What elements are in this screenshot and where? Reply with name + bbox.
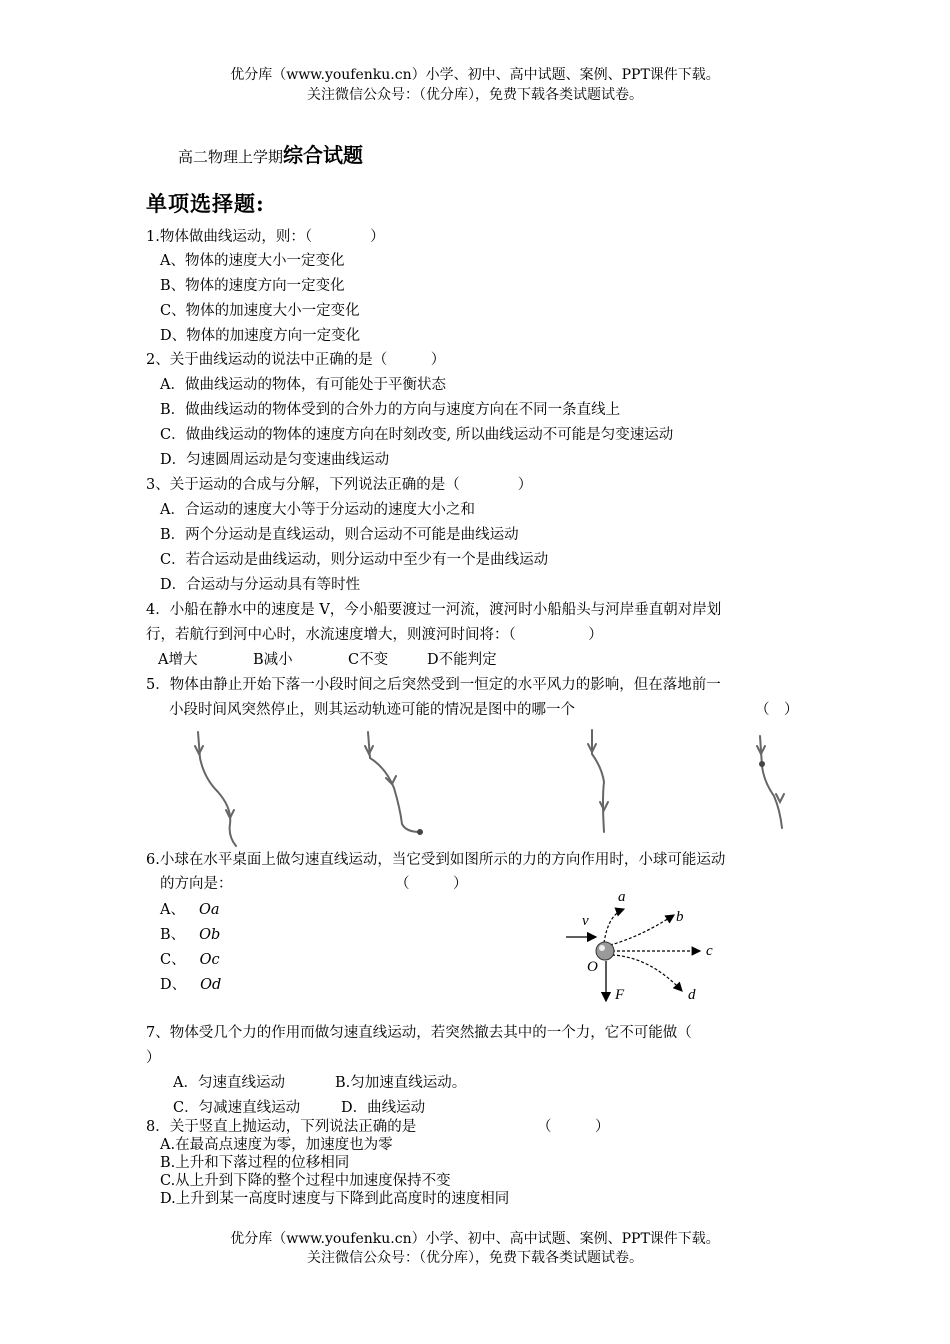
trajectory-figure-a	[195, 732, 236, 846]
q6-stem-line-1: 6.小球在水平桌面上做匀速直线运动，当它受到如图所示的力的方向作用时，小球可能运动	[146, 852, 726, 868]
q8-option-b: B.上升和下落过程的位移相同	[160, 1155, 350, 1171]
q8-option-c: C.从上升到下降的整个过程中加速度保持不变	[160, 1173, 451, 1189]
label-o: O	[587, 959, 598, 975]
q6-force-diagram	[560, 885, 730, 1010]
q2-option-a: A．做曲线运动的物体，有可能处于平衡状态	[160, 377, 446, 393]
path-od	[612, 955, 682, 991]
footer-line-1: 优分库（www.youfenku.cn）小学、初中、高中试题、案例、PPT课件下载。	[230, 1231, 720, 1247]
q7-option-c: C．匀减速直线运动	[173, 1100, 301, 1116]
q8-answer-paren: （ ）	[537, 1119, 610, 1135]
q6-option-c-label: C、	[160, 952, 186, 968]
title-prefix: 高二物理上学期	[178, 148, 284, 166]
q2-option-d: D．匀速圆周运动是匀变速曲线运动	[160, 452, 390, 468]
q1-option-c: C、物体的加速度大小一定变化	[160, 303, 360, 319]
q6-option-a-label: A、	[160, 902, 185, 918]
label-b: b	[676, 909, 684, 925]
q7-option-d: D．曲线运动	[341, 1100, 426, 1116]
header-line-2: 关注微信公众号：（优分库），免费下载各类试题试卷。	[307, 87, 643, 103]
q5-answer-paren: （ ）	[755, 702, 799, 718]
trajectory-d-arrow-2	[776, 794, 784, 802]
footer-line-2: 关注微信公众号：（优分库），免费下载各类试题试卷。	[307, 1250, 643, 1266]
q6-option-d-value: Od	[200, 977, 222, 993]
q4-option-d: D不能判定	[427, 652, 497, 668]
ball	[596, 942, 614, 960]
path-ob	[610, 915, 674, 945]
label-c: c	[706, 943, 713, 959]
q7-stem-line-1: 7、物体受几个力的作用而做匀速直线运动，若突然撤去其中的一个力，它不可能做（	[146, 1025, 692, 1041]
q6-answer-paren: （ ）	[395, 876, 468, 892]
q6-stem-line-2: 的方向是：	[160, 876, 233, 892]
q6-option-c-value: Oc	[199, 952, 220, 968]
q3-option-b: B．两个分运动是直线运动，则合运动不可能是曲线运动	[160, 527, 519, 543]
q6-option-b-label: B、	[160, 927, 186, 943]
section-heading: 单项选择题:	[146, 191, 265, 216]
q6-option-b-value: Ob	[199, 927, 221, 943]
q6-option-b	[160, 925, 220, 945]
q6-option-a	[160, 900, 220, 920]
q7-option-b: B.匀加速直线运动。	[335, 1075, 467, 1091]
label-a: a	[618, 889, 626, 905]
q1-stem: 1.物体做曲线运动，则：（ ）	[146, 229, 385, 245]
q3-option-a: A．合运动的速度大小等于分运动的速度大小之和	[160, 502, 475, 518]
q4-option-a: A增大	[158, 652, 198, 668]
q2-stem: 2、关于曲线运动的说法中正确的是（ ）	[146, 352, 446, 368]
q4-stem-line-1: 4．小船在静水中的速度是 V，今小船要渡过一河流，渡河时小船船头与河岸垂直朝对岸划	[146, 602, 722, 618]
trajectory-d-knot	[759, 761, 765, 767]
trajectory-figure-d	[757, 736, 784, 828]
q5-trajectory-figures	[190, 728, 790, 850]
q1-option-d: D、物体的加速度方向一定变化	[160, 328, 361, 344]
ball-highlight	[599, 945, 605, 951]
q8-stem: 8．关于竖直上抛运动，下列说法正确的是	[146, 1119, 417, 1135]
q6-option-c	[160, 950, 220, 970]
trajectory-c-path	[592, 730, 604, 832]
q8-option-a: A.在最高点速度为零，加速度也为零	[160, 1137, 393, 1153]
q1-option-a: A、物体的速度大小一定变化	[160, 253, 345, 269]
q4-stem-line-2: 行，若航行到河中心时，水流速度增大，则渡河时间将：（ ）	[146, 627, 603, 643]
q3-option-c: C．若合运动是曲线运动，则分运动中至少有一个是曲线运动	[160, 552, 549, 568]
label-f: F	[615, 987, 625, 1003]
q2-option-b: B．做曲线运动的物体受到的合外力的方向与速度方向在不同一条直线上	[160, 402, 621, 418]
header-line-1: 优分库（www.youfenku.cn）小学、初中、高中试题、案例、PPT课件下载。	[230, 67, 720, 83]
trajectory-figure-b	[365, 732, 423, 835]
q7-stem-line-2: ）	[146, 1050, 161, 1066]
q3-stem: 3、关于运动的合成与分解，下列说法正确的是（ ）	[146, 477, 533, 493]
q5-stem-line-1: 5．物体由静止开始下落一小段时间之后突然受到一恒定的水平风力的影响，但在落地前一	[146, 677, 721, 693]
label-d: d	[688, 987, 696, 1003]
q3-option-d: D．合运动与分运动具有等时性	[160, 577, 361, 593]
page-title	[178, 139, 363, 168]
q6-option-d-label: D、	[160, 977, 187, 993]
q6-option-a-value: Oa	[198, 902, 220, 918]
q8-option-d: D.上升到某一高度时速度与下降到此高度时的速度相同	[160, 1191, 510, 1207]
q6-option-d	[160, 975, 221, 995]
q2-option-c: C．做曲线运动的物体的速度方向在时刻改变, 所以曲线运动不可能是匀变速运动	[160, 427, 674, 443]
title-main: 综合试题	[283, 143, 364, 167]
trajectory-a-path	[198, 732, 236, 846]
q5-stem-line-2: 小段时间风突然停止，则其运动轨迹可能的情况是图中的哪一个	[169, 702, 575, 718]
q4-option-b: B减小	[253, 652, 293, 668]
q4-option-c: C不变	[348, 652, 389, 668]
path-oa	[604, 909, 624, 943]
label-v: v	[582, 913, 589, 929]
q1-option-b: B、物体的速度方向一定变化	[160, 278, 345, 294]
trajectory-b-endpoint	[417, 829, 423, 835]
trajectory-figure-c	[588, 730, 608, 832]
q7-option-a: A．匀速直线运动	[173, 1075, 285, 1091]
